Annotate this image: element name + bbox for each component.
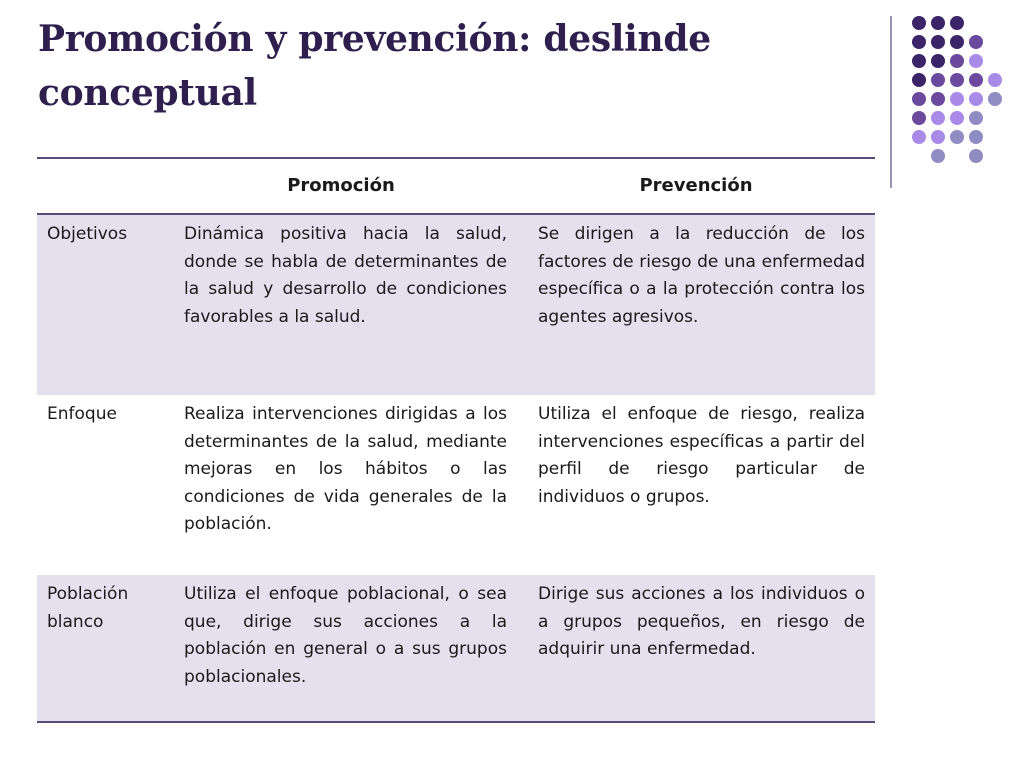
cell-promocion: Realiza intervenciones dirigidas a los determinantes de la salud, mediante mejoras en los hábitos o las condiciones de vida generales de la población. bbox=[184, 404, 507, 534]
table-header-row bbox=[37, 158, 875, 214]
decorative-dot bbox=[969, 73, 983, 87]
decorative-dot bbox=[912, 130, 926, 144]
decorative-dot bbox=[988, 92, 1002, 106]
decorative-dot bbox=[950, 16, 964, 30]
decorative-dot bbox=[950, 54, 964, 68]
comparison-table bbox=[37, 157, 875, 723]
cell-prevencion: Utiliza el enfoque de riesgo, realiza intervenciones específicas a partir del perfil de riesgo particular de individuos o grupos. bbox=[538, 404, 865, 507]
cell-prevencion: Dirige sus acciones a los individuos o a grupos pequeños, en riesgo de adquirir una enfermedad. bbox=[517, 575, 875, 722]
decorative-dot bbox=[931, 92, 945, 106]
decorative-dot bbox=[950, 35, 964, 49]
decorative-dot bbox=[912, 35, 926, 49]
decorative-dot bbox=[969, 111, 983, 125]
row-label: Enfoque bbox=[47, 404, 117, 424]
row-label: Población blanco bbox=[37, 575, 165, 722]
header-promocion: Promoción bbox=[287, 175, 395, 197]
decorative-dot bbox=[931, 35, 945, 49]
decorative-dot bbox=[969, 130, 983, 144]
decorative-dot bbox=[931, 149, 945, 163]
table-row-enfoque bbox=[37, 395, 875, 575]
decorative-dot bbox=[931, 73, 945, 87]
decorative-dot bbox=[969, 149, 983, 163]
decorative-dot bbox=[931, 16, 945, 30]
decorative-dot bbox=[931, 54, 945, 68]
decorative-dot bbox=[912, 16, 926, 30]
decorative-dot bbox=[912, 54, 926, 68]
decorative-dot bbox=[931, 130, 945, 144]
header-empty bbox=[37, 158, 165, 214]
decorative-dot bbox=[950, 130, 964, 144]
decorative-dot bbox=[912, 92, 926, 106]
row-label: Objetivos bbox=[37, 214, 165, 395]
decorative-dot bbox=[969, 92, 983, 106]
decorative-dot bbox=[912, 73, 926, 87]
decorative-dot bbox=[950, 111, 964, 125]
decorative-dot bbox=[912, 111, 926, 125]
decorative-dot bbox=[969, 54, 983, 68]
cell-promocion: Dinámica positiva hacia la salud, donde se habla de determinantes de la salud y desarrollo de condiciones favorables a la salud. bbox=[165, 214, 517, 395]
header-prevencion: Prevención bbox=[639, 175, 753, 197]
decorative-vertical-line bbox=[890, 16, 892, 188]
cell-prevencion: Se dirigen a la reducción de los factores de riesgo de una enfermedad específica o a la protección contra los agentes agresivos. bbox=[517, 214, 875, 395]
decorative-dot bbox=[988, 73, 1002, 87]
table-row-poblacion-blanco bbox=[37, 575, 875, 722]
decorative-dot bbox=[950, 73, 964, 87]
decorative-dot bbox=[969, 35, 983, 49]
slide-title: Promoción y prevención: deslinde conceptual bbox=[38, 18, 711, 114]
decorative-dot bbox=[950, 92, 964, 106]
decorative-dot bbox=[931, 111, 945, 125]
table-row-objetivos bbox=[37, 214, 875, 395]
cell-promocion: Utiliza el enfoque poblacional, o sea que, dirige sus acciones a la población en general o a sus grupos poblacionales. bbox=[165, 575, 517, 722]
